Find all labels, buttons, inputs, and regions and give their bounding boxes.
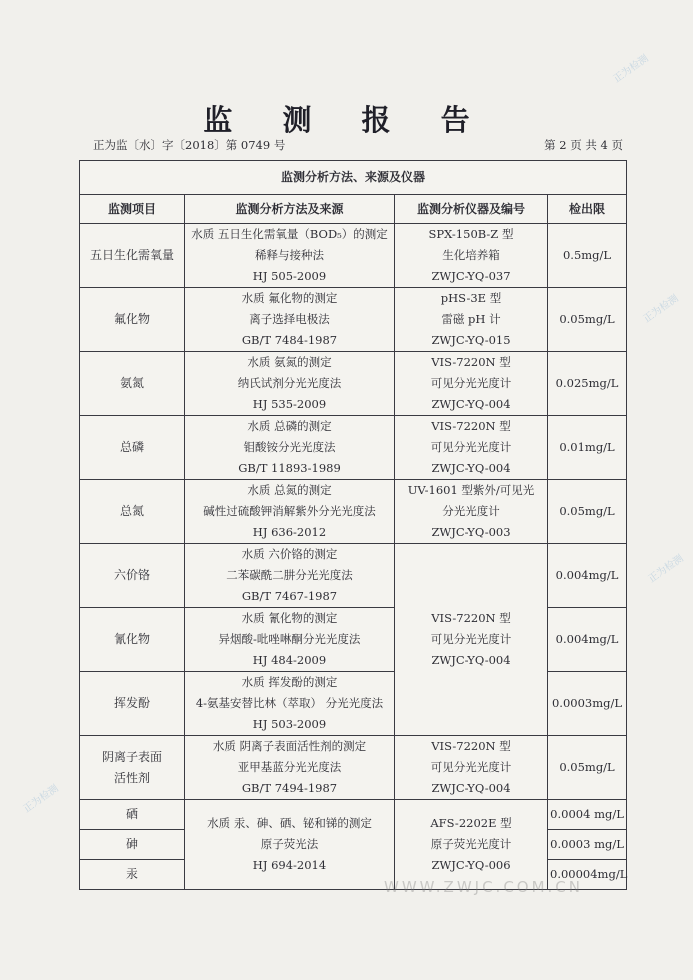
- instrument-line: ZWJC-YQ-004: [431, 461, 511, 475]
- table-row: [80, 736, 627, 800]
- shared-instrument: [395, 544, 548, 736]
- row-item: 五日生化需氧量: [80, 224, 185, 288]
- report-title: 监 测 报 告: [203, 103, 490, 137]
- table-row: [80, 544, 627, 608]
- method-line: HJ 503-2009: [252, 717, 327, 731]
- table-row: [80, 416, 627, 480]
- row-limit: 0.00004mg/L: [548, 860, 627, 890]
- method-line: 水质 氨氮的测定: [247, 355, 332, 369]
- instrument-line: ZWJC-YQ-004: [431, 653, 511, 667]
- watermark-stamp: 正为检测: [611, 53, 651, 86]
- row-instrument: [395, 480, 548, 544]
- column-header-limit: 检出限: [548, 195, 627, 224]
- row-item: 硒: [80, 800, 185, 830]
- row-limit: 0.0003 mg/L: [548, 830, 627, 860]
- column-header-instrument: 监测分析仪器及编号: [395, 195, 548, 224]
- instrument-line: ZWJC-YQ-015: [431, 333, 511, 347]
- instrument-line: 雷磁 pH 计: [441, 312, 501, 326]
- row-instrument: [395, 288, 548, 352]
- row-item: 氰化物: [80, 608, 185, 672]
- method-line: 水质 氰化物的测定: [241, 611, 338, 625]
- table-caption-row: [80, 161, 627, 195]
- row-method: [185, 672, 395, 736]
- method-line: 碱性过硫酸钾消解紫外分光光度法: [203, 504, 376, 518]
- instrument-line: 可见分光光度计: [430, 632, 512, 646]
- methods-table: [79, 160, 627, 890]
- row-method: [185, 352, 395, 416]
- row-limit: 0.0003mg/L: [548, 672, 627, 736]
- instrument-line: 分光光度计: [442, 504, 500, 518]
- row-instrument: [395, 352, 548, 416]
- method-line: 水质 阴离子表面活性剂的测定: [212, 739, 367, 753]
- row-item: 汞: [80, 860, 185, 890]
- method-line: 水质 总氮的测定: [247, 483, 332, 497]
- method-line: 水质 汞、砷、硒、铋和锑的测定: [207, 816, 372, 830]
- row-method: [185, 544, 395, 608]
- instrument-line: VIS-7220N 型: [431, 355, 511, 369]
- instrument-line: pHS-3E 型: [440, 291, 502, 305]
- row-limit: 0.05mg/L: [548, 288, 627, 352]
- instrument-line: VIS-7220N 型: [431, 611, 511, 625]
- method-line: GB/T 7484-1987: [241, 333, 338, 347]
- watermark-stamp: 正为检测: [21, 783, 61, 816]
- row-item: 挥发酚: [80, 672, 185, 736]
- row-method: [185, 288, 395, 352]
- row-item: 总氮: [80, 480, 185, 544]
- instrument-line: VIS-7220N 型: [431, 739, 511, 753]
- column-header-method: 监测分析方法及来源: [185, 195, 395, 224]
- instrument-line: 原子荧光光度计: [430, 837, 512, 851]
- table-caption: 监测分析方法、来源及仪器: [80, 161, 627, 195]
- watermark-stamp: 正为检测: [641, 293, 681, 326]
- table-header-row: [80, 195, 627, 224]
- row-item: 氟化物: [80, 288, 185, 352]
- row-limit: 0.004mg/L: [548, 608, 627, 672]
- row-method: [185, 608, 395, 672]
- method-line: GB/T 7467-1987: [241, 589, 338, 603]
- method-line: 水质 六价铬的测定: [241, 547, 338, 561]
- instrument-line: ZWJC-YQ-006: [431, 858, 511, 872]
- metals-method: [185, 800, 395, 890]
- document-number: 正为监〔水〕字〔2018〕第 0749 号: [93, 138, 286, 152]
- method-line: 钼酸铵分光光度法: [243, 440, 336, 454]
- row-method: [185, 480, 395, 544]
- watermark-text: WWW.ZWJC.COM.CN: [384, 878, 583, 896]
- row-limit: 0.0004 mg/L: [548, 800, 627, 830]
- method-line: GB/T 11893-1989: [238, 461, 341, 475]
- page-indicator: 第 2 页 共 4 页: [544, 138, 623, 152]
- method-line: 离子选择电极法: [249, 312, 330, 326]
- instrument-line: 生化培养箱: [442, 248, 500, 262]
- method-line: 二苯碳酰二肼分光光度法: [226, 568, 353, 582]
- instrument-line: 可见分光光度计: [430, 440, 512, 454]
- table-row: [80, 480, 627, 544]
- row-item: 总磷: [80, 416, 185, 480]
- row-method: [185, 224, 395, 288]
- row-item: 砷: [80, 830, 185, 860]
- metals-instrument: [395, 800, 548, 890]
- table-row: [80, 800, 627, 830]
- row-limit: 0.5mg/L: [548, 224, 627, 288]
- row-instrument: [395, 416, 548, 480]
- table-row: [80, 224, 627, 288]
- row-limit: 0.05mg/L: [548, 480, 627, 544]
- method-line: 异烟酸-吡唑啉酮分光光度法: [218, 632, 361, 646]
- instrument-line: ZWJC-YQ-004: [431, 781, 511, 795]
- row-instrument: [395, 224, 548, 288]
- instrument-line: AFS-2202E 型: [430, 816, 512, 830]
- method-line: 纳氏试剂分光光度法: [237, 376, 342, 390]
- row-item: 六价铬: [80, 544, 185, 608]
- method-line: 原子荧光法: [260, 837, 319, 851]
- row-method: [185, 416, 395, 480]
- column-header-item: 监测项目: [80, 195, 185, 224]
- row-limit: 0.004mg/L: [548, 544, 627, 608]
- instrument-line: ZWJC-YQ-003: [431, 525, 511, 539]
- row-limit: 0.01mg/L: [548, 416, 627, 480]
- table-row: [80, 352, 627, 416]
- item-line: 阴离子表面: [101, 749, 162, 764]
- row-item: 氨氮: [80, 352, 185, 416]
- instrument-line: 可见分光光度计: [430, 760, 512, 774]
- row-limit: 0.05mg/L: [548, 736, 627, 800]
- instrument-line: ZWJC-YQ-004: [431, 397, 511, 411]
- row-limit: 0.025mg/L: [548, 352, 627, 416]
- method-line: 稀释与接种法: [255, 248, 324, 262]
- method-line: HJ 535-2009: [252, 397, 327, 411]
- method-line: 水质 五日生化需氧量（BOD₅）的测定: [191, 227, 388, 241]
- method-line: HJ 694-2014: [252, 858, 327, 872]
- method-line: HJ 484-2009: [252, 653, 327, 667]
- method-line: HJ 505-2009: [252, 269, 327, 283]
- instrument-line: 可见分光光度计: [430, 376, 512, 390]
- instrument-line: VIS-7220N 型: [431, 419, 511, 433]
- method-line: 4-氨基安替比林（萃取） 分光光度法: [195, 696, 384, 710]
- method-line: 水质 总磷的测定: [247, 419, 332, 433]
- instrument-line: SPX-150B-Z 型: [428, 227, 514, 241]
- method-line: 水质 挥发酚的测定: [241, 675, 338, 689]
- method-line: HJ 636-2012: [252, 525, 327, 539]
- row-instrument: [395, 736, 548, 800]
- method-line: 水质 氟化物的测定: [241, 291, 338, 305]
- row-method: [185, 736, 395, 800]
- method-line: GB/T 7494-1987: [241, 781, 338, 795]
- row-item: [80, 736, 185, 800]
- method-line: 亚甲基蓝分光光度法: [237, 760, 342, 774]
- table-row: [80, 288, 627, 352]
- instrument-line: ZWJC-YQ-037: [431, 269, 511, 283]
- instrument-line: UV-1601 型紫外/可见光: [407, 483, 535, 497]
- watermark-stamp: 正为检测: [646, 553, 686, 586]
- item-line: 活性剂: [113, 770, 150, 785]
